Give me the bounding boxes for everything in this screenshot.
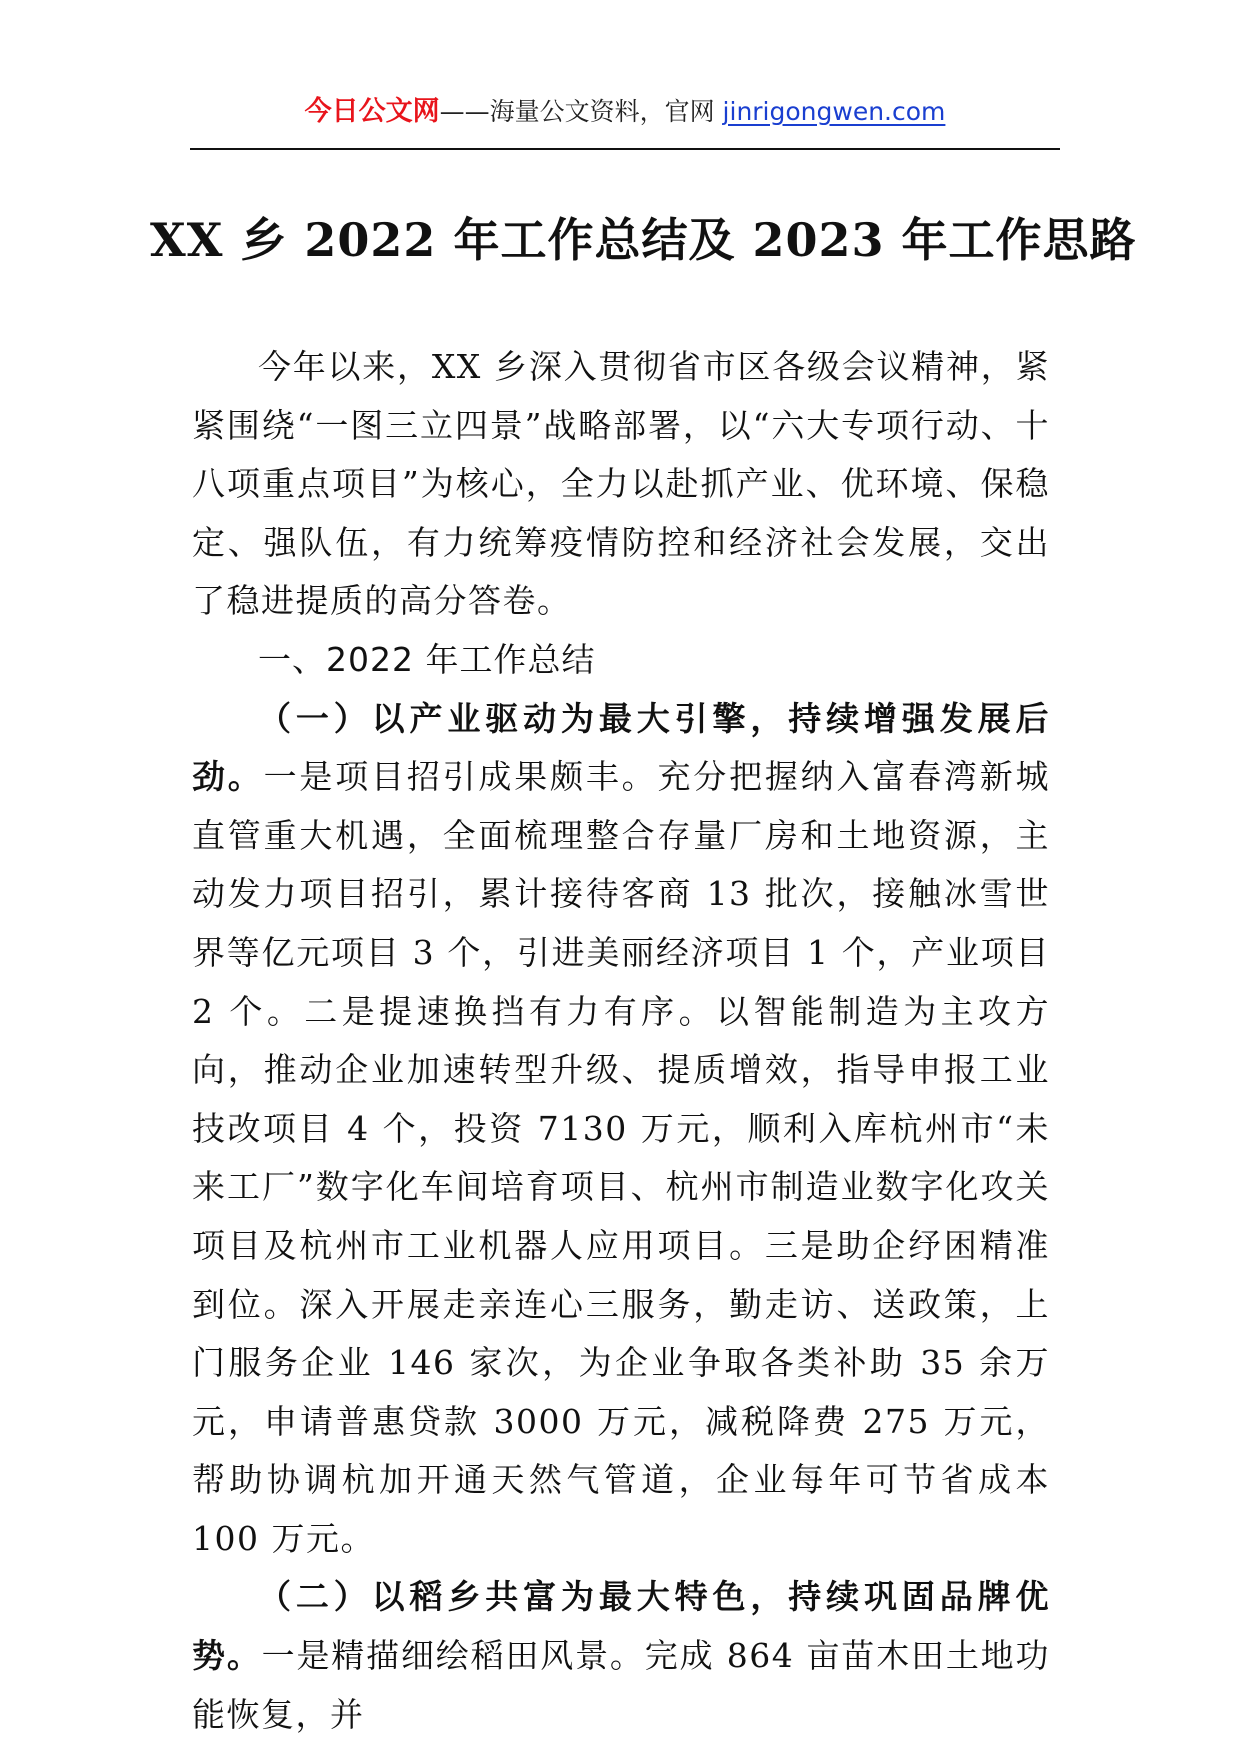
document-title: XX 乡 2022 年工作总结及 2023 年工作思路 (150, 213, 1137, 267)
site-header (190, 92, 1060, 132)
subsection-2-body: 一是精描细绘稻田风景。完成 864 亩苗木田土地功能恢复，并 (192, 1636, 1050, 1734)
header-divider (190, 148, 1060, 150)
subsection-1-body: 一是项目招引成果颇丰。充分把握纳入富春湾新城直管重大机遇，全面梳理整合存量厂房和土地资源，主动发力项目招引，累计接待客商 13 批次，接触冰雪世界等亿元项目 3 个，引进美丽经济项目 1 个，产业项目 2 个。二是提速换挡有力有序。以智能制造为主攻方向，推动企业加速转型升级、提质增效，指导申报工业技改项目 4 个，投资 7130 万元，顺利入库杭州市“未来工厂”数字化车间培育项目、杭州市制造业数字化攻关项目及杭州市工业机器人应用项目。三是助企纾困精准到位。深入开展走亲连心三服务，勤走访、送政策，上门服务企业 146 家次，为企业争取各类补助 35 余万元，申请普惠贷款 3000 万元，减税降费 275 万元，帮助协调杭加开通天然气管道，企业每年可节省成本 100 万元。 (192, 757, 1051, 1558)
subsection-1-heading: （一）以产业驱动为最大引擎，持续增强发展后劲。 (192, 698, 1050, 797)
header-tagline: ——海量公文资料，官网 (439, 97, 723, 126)
site-link[interactable]: jinrigongwen.com (722, 97, 946, 126)
subsection-1-paragraph (192, 690, 1050, 1569)
brand-name: 今日公文网 (304, 96, 440, 127)
subsection-2-paragraph (192, 1568, 1050, 1744)
intro-paragraph: 今年以来，XX 乡深入贯彻省市区各级会议精神，紧紧围绕“一图三立四景”战略部署，以“六大专项行动、十八项重点项目”为核心，全力以赴抓产业、优环境、保稳定、强队伍，有力统筹疫情防控和经济社会发展，交出了稳进提质的高分答卷。 (192, 347, 1050, 621)
section-heading: 一、2022 年工作总结 (258, 639, 596, 679)
subsection-2-heading: （二）以稻乡共富为最大特色，持续巩固品牌优势。 (192, 1577, 1050, 1676)
document-body (192, 338, 1050, 1744)
